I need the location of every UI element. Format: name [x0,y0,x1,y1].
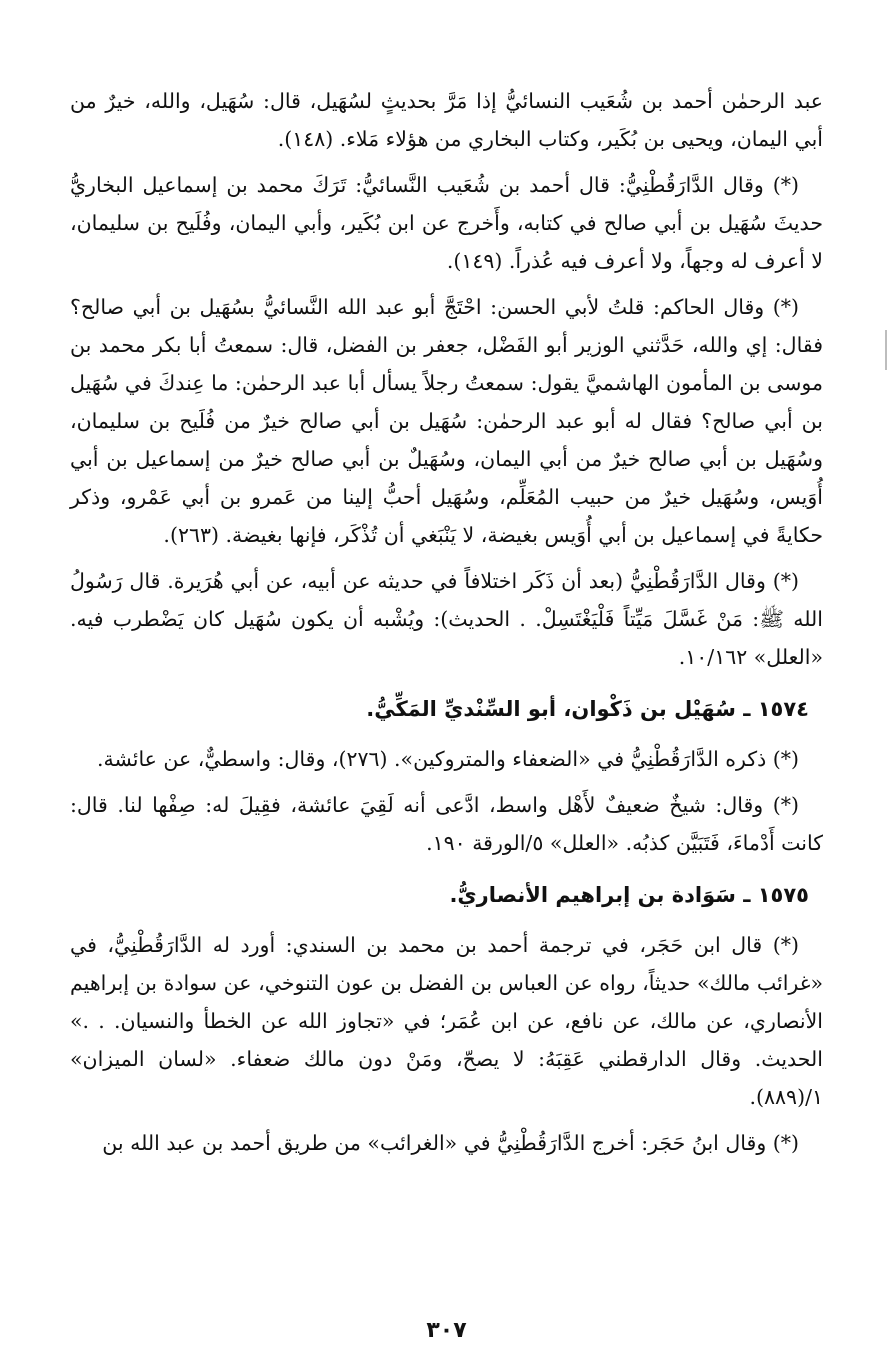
paragraph-duafa: (*) ذكره الدَّارَقُطْنِيُّ في «الضعفاء والمتروكين». (٢٧٦)، وقال: واسطيٌّ، عن عائشة. [96,747,799,771]
entry-heading-1575: ١٥٧٥ ـ سَوَادة بن إبراهيم الأنصاريُّ. [449,883,809,907]
scan-margin-mark [885,330,887,370]
paragraph-daraqutni-nasai: (*) وقال الدَّارَقُطْنِيُّ: قال أحمد بن شُعَيب النَّسائيُّ: تَرَكَ محمد بن إسماعيل البخاريُّ حديثَ سُهَيل بن أبي صالح في كتابه، وأَخرج عن ابن بُكَير، وأبي اليمان، وفُلَيح بن سليمان، لا أعرف له وجهاً، ولا أعرف فيه عُذراً. (١٤٩). [70,173,823,273]
page-number: ٣٠٧ [426,1318,467,1343]
paragraph-wasit: (*) وقال: شيخٌ ضعيفٌ لأَهْل واسط، ادَّعى أنه لَقِيَ عائشة، فقِيلَ له: صِفْها لنا. قال: كانت أَدْماءَ، فَتَبَيَّن كذبُه. «العلل» ٥/الورقة ١٩٠. [70,793,823,855]
paragraph-continuation: عبد الرحمٰن أحمد بن شُعَيب النسائيُّ إذا مَرَّ بحديثٍ لسُهَيل، قال: سُهَيل، والله، خيرٌ من أبي اليمان، ويحيى بن بُكَير، وكتاب البخاري من هؤلاء مَلاء. (١٤٨). [70,89,823,151]
paragraph-ibn-hajar-1: (*) قال ابن حَجَر، في ترجمة أحمد بن محمد بن السندي: أورد له الدَّارَقُطْنِيُّ، في «غرائب مالك» حديثاً، رواه عن العباس بن الفضل بن عون التنوخي، عن سوادة بن إبراهيم الأنصاري، عن مالك، عن نافع، عن ابن عُمَر؛ في «تجاوز الله عن الخطأ والنسيان. . .» الحديث. وقال الدارقطني عَقِبَهُ: لا يصحّ، ومَنْ دون مالك ضعفاء. «لسان الميزان» ١/(٨٨٩). [70,933,823,1109]
paragraph-ilal: (*) وقال الدَّارَقُطْنِيُّ (بعد أن ذَكَر اختلافاً في حديثه عن أبيه، عن أبي هُرَيرة. قال رَسُولُ الله ﷺ: مَنْ غَسَّلَ مَيِّتاً فَلْيَغْتَسِلْ. . الحديث): ويُشْبه أن يكون سُهَيل كان يَضْطرب فيه. «العلل» ١٠/١٦٢. [70,569,823,669]
paragraph-hakim: (*) وقال الحاكم: قلتُ لأبي الحسن: احْتَجَّ أبو عبد الله النَّسائيُّ بسُهَيل بن أبي صالح؟ فقال: إي والله، حَدَّثني الوزير أبو الفَضْل، جعفر بن الفضل، قال: سمعتُ أبا بكر محمد بن موسى بن المأمون الهاشميَّ يقول: سمعتُ رجلاً يسأل أبا عبد الرحمٰن: ما عِندكَ في سُهَيل بن أبي صالح؟ فقال له أبو عبد الرحمٰن: سُهَيل بن أبي صالح خيرٌ من فُلَيح بن سليمان، وسُهَيل بن أبي صالح خيرٌ من أبي اليمان، وسُهَيلٌ بن أبي صالح خيرٌ من إسماعيل بن أبي أُوَيس، وسُهَيل خيرٌ من حبيب المُعَلِّم، وسُهَيل أحبُّ إلينا من عَمرو بن أبي عَمْرو، وذكر حكايةً في إسماعيل بن أبي أُوَيس بغيضة، لا يَنْبَغي أن تُذْكَر، فإنها بغيضة. (٢٦٣). [70,295,823,547]
entry-heading-1574: ١٥٧٤ ـ سُهَيْل بن ذَكْوان، أبو السِّنْديِّ المَكِّيُّ. [366,697,809,721]
paragraph-ibn-hajar-2: (*) وقال ابنُ حَجَر: أخرج الدَّارَقُطْنِيُّ في «الغرائب» من طريق أحمد بن عبد الله بن [102,1131,799,1155]
